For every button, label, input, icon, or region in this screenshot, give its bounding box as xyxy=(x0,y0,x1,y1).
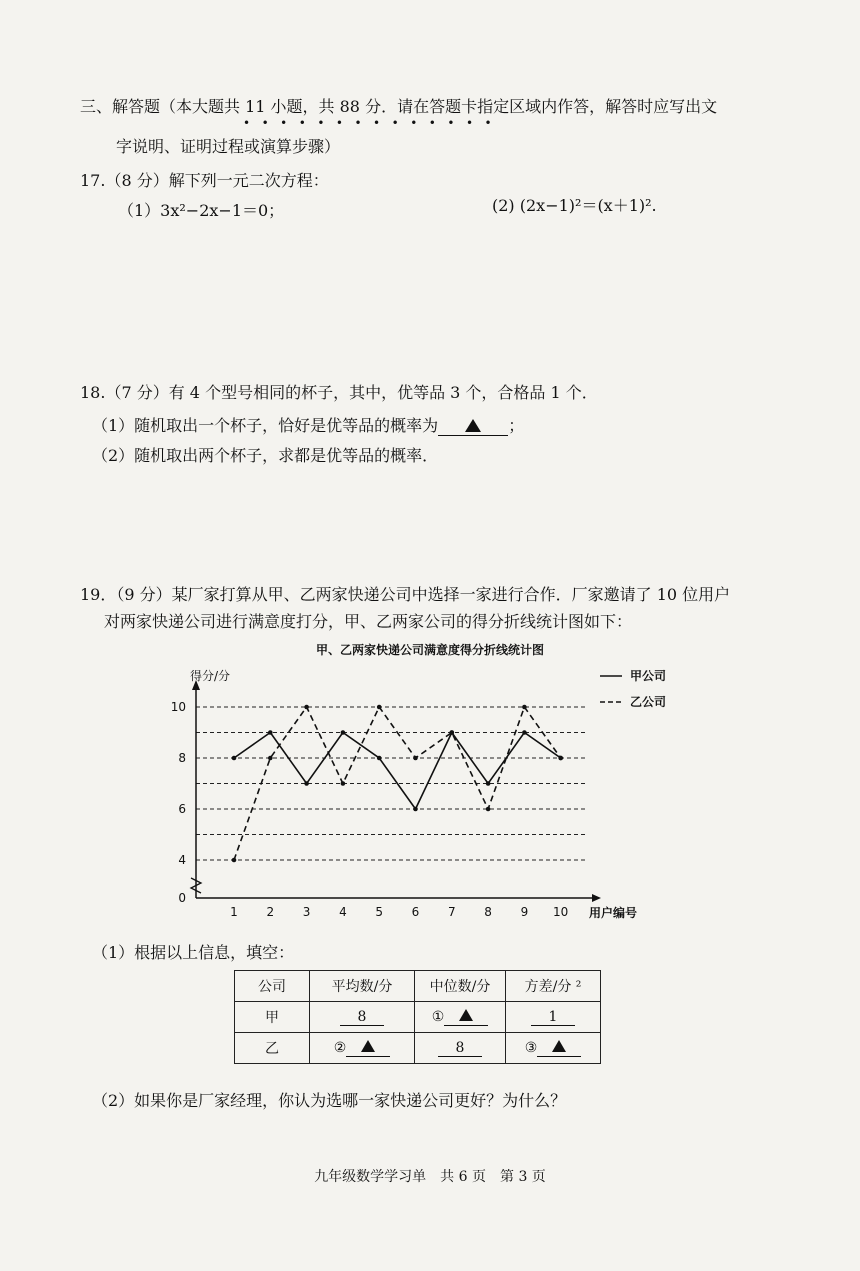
cell-mean-b xyxy=(310,1033,415,1064)
x-tick-label: 2 xyxy=(266,905,275,919)
x-tick-label: 9 xyxy=(520,905,529,919)
data-point xyxy=(304,781,309,786)
triangle-icon xyxy=(552,1040,566,1052)
y-tick-label: 4 xyxy=(178,853,186,867)
table-header-row xyxy=(235,971,601,1002)
data-point xyxy=(232,858,237,863)
y-tick-label: 10 xyxy=(170,700,186,714)
cell-median-b: 8 xyxy=(415,1033,506,1064)
data-point xyxy=(486,781,491,786)
q19-stem-line2: 对两家快递公司进行满意度打分，甲、乙两家公司的得分折线统计图如下： xyxy=(104,612,633,631)
blank-label: ① xyxy=(431,1008,445,1025)
cell-company-b: 乙 xyxy=(235,1033,310,1064)
blank-label: ③ xyxy=(524,1039,538,1056)
x-tick-label: 4 xyxy=(339,905,347,919)
section-title-line1: 三、解答题（本大题共 11 小题，共 88 分．请在答题卡指定区域内作答，解答时应写出文 xyxy=(80,97,718,116)
q17-part1: （1）3x²−2x−1＝0； xyxy=(118,201,285,220)
axis-break xyxy=(191,878,201,893)
q18-part1-text: （1）随机取出一个杯子，恰好是优等品的概率为 xyxy=(92,416,439,435)
q19-stem-line1: 19．（9 分）某厂家打算从甲、乙两家快递公司中选择一家进行合作．厂家邀请了 10 位用户 xyxy=(80,585,731,604)
legend-label: 甲公司 xyxy=(630,669,667,683)
y-tick-label: 0 xyxy=(178,891,186,905)
table-row xyxy=(235,1033,601,1064)
answer-blank xyxy=(444,1009,488,1026)
y-axis-label: 得分/分 xyxy=(190,669,231,683)
table-row xyxy=(235,1002,601,1033)
cell-mean-a: 8 xyxy=(310,1002,415,1033)
header-median: 中位数/分 xyxy=(415,971,506,1002)
x-axis-label: 用户编号 xyxy=(589,906,638,920)
section-title-line2: 字说明、证明过程或演算步骤） xyxy=(116,137,341,156)
triangle-icon xyxy=(459,1009,473,1021)
x-tick-label: 1 xyxy=(230,905,238,919)
data-point xyxy=(377,705,382,710)
data-point xyxy=(450,730,455,735)
cell-median-a xyxy=(415,1002,506,1033)
blank-label: ② xyxy=(333,1039,347,1056)
q17-part2: (2) (2x−1)²＝(x＋1)². xyxy=(492,196,657,215)
data-point xyxy=(522,730,527,735)
header-mean: 平均数/分 xyxy=(310,971,415,1002)
q19-part2: （2）如果你是厂家经理，你认为选哪一家快递公司更好？为什么？ xyxy=(92,1091,567,1110)
page-footer: 九年级数学学习单 共 6 页 第 3 页 xyxy=(314,1169,546,1185)
data-point xyxy=(304,705,309,710)
data-point xyxy=(486,807,491,812)
q18-part2: （2）随机取出两个杯子，求都是优等品的概率． xyxy=(92,446,439,465)
header-variance: 方差/分 ² xyxy=(506,971,601,1002)
x-tick-label: 8 xyxy=(484,905,492,919)
data-point xyxy=(341,730,346,735)
stats-table xyxy=(234,970,601,1064)
data-point xyxy=(522,705,527,710)
x-tick-label: 10 xyxy=(553,905,569,919)
q18-part1-suffix: ； xyxy=(508,416,525,435)
data-point xyxy=(268,756,273,761)
data-point xyxy=(413,756,418,761)
data-point xyxy=(413,807,418,812)
q19-part1: （1）根据以上信息，填空： xyxy=(92,943,295,962)
emphasis-dots: •••••••••••••• xyxy=(243,116,504,130)
data-point xyxy=(558,756,563,761)
chart-title: 甲、乙两家快递公司满意度得分折线统计图 xyxy=(315,643,545,657)
cell-company-a: 甲 xyxy=(235,1002,310,1033)
cell-variance-a: 1 xyxy=(506,1002,601,1033)
legend-label: 乙公司 xyxy=(630,695,667,709)
x-tick-label: 3 xyxy=(302,905,311,919)
data-point xyxy=(341,781,346,786)
y-tick-label: 6 xyxy=(178,802,186,816)
x-axis-arrow xyxy=(592,894,601,902)
header-company: 公司 xyxy=(235,971,310,1002)
cell-variance-b xyxy=(506,1033,601,1064)
triangle-icon xyxy=(361,1040,375,1052)
q18-stem: 18.（7 分）有 4 个型号相同的杯子，其中，优等品 3 个，合格品 1 个． xyxy=(80,383,598,402)
y-tick-label: 8 xyxy=(178,751,186,765)
data-point xyxy=(377,756,382,761)
q17-stem: 17.（8 分）解下列一元二次方程： xyxy=(80,171,329,190)
x-tick-label: 6 xyxy=(411,905,420,919)
x-tick-label: 5 xyxy=(375,905,384,919)
answer-blank xyxy=(537,1040,581,1057)
x-tick-label: 7 xyxy=(447,905,456,919)
answer-blank xyxy=(346,1040,390,1057)
data-point xyxy=(232,756,237,761)
data-point xyxy=(268,730,273,735)
